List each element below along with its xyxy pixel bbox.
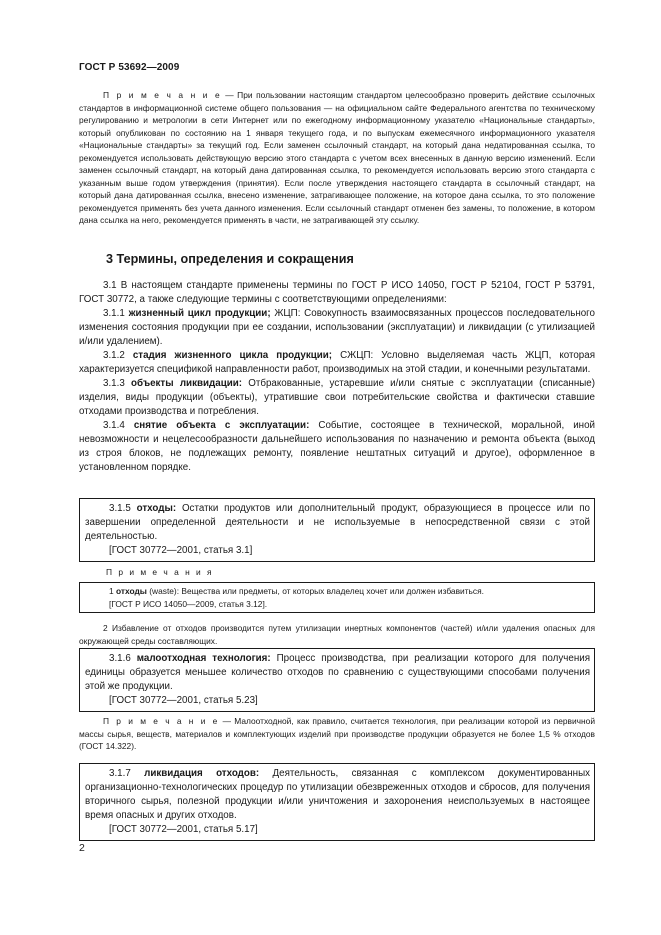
terms-block bbox=[79, 279, 595, 475]
note-source: [ГОСТ Р ИСО 14050—2009, статья 3.12]. bbox=[109, 598, 268, 609]
notes-label: П р и м е ч а н и я bbox=[106, 567, 214, 577]
page-number: 2 bbox=[79, 842, 85, 854]
intro-paragraph: 3.1 В настоящем стандарте применены термины по ГОСТ Р ИСО 14050, ГОСТ Р 52104, ГОСТ Р 53791, ГОСТ 30772, а также следующие термины с соответствующими определениями: bbox=[79, 280, 595, 305]
term-box-waste-liquidation: 3.1.7 ликвидация отходов: Деятельность, связанная с комплексом документированных организационно-технологических процедур по утилизации обезвреженных отходов и сбросов, для получения вторичного сырья, полезной продукции и/или уничтожения и захоронения неиспользуемых в настоящее время опасных и других отходов. [ГОСТ 30772—2001, статья 5.17] bbox=[79, 763, 595, 841]
term-box-low-waste-technology: 3.1.6 малоотходная технология: Процесс производства, при реализации которого для получения единицы образуется меньшее количество отходов по сравнению с существующими способами получения этой же продукции. [ГОСТ 30772—2001, статья 5.23] bbox=[79, 648, 595, 712]
term-3-1-3: 3.1.3 объекты ликвидации: Отбракованные, устаревшие и/или снятые с эксплуатации (списанные) изделия, виды продукции (объекты), утратившие свои потребительские свойства и фактически ставшие отходами производства и потребления. bbox=[79, 378, 596, 417]
term-source: [ГОСТ 30772—2001, статья 3.1] bbox=[109, 545, 253, 556]
term-box-waste: 3.1.5 отходы: Остатки продуктов или дополнительный продукт, образующиеся в процессе или по завершении определенной деятельности и не используемые в непосредственной связи с этой деятельностью. [ГОСТ 30772—2001, статья 3.1] bbox=[79, 498, 595, 562]
note-3: П р и м е ч а н и е — Малоотходной, как правило, считается технология, при реализации которой из первичной массы сырья, веществ, материалов и комплектующих изделий при производстве продукции образуется не более 1,5 % отходов (ГОСТ 14.322). bbox=[79, 716, 595, 751]
term-3-1-1: 3.1.1 жизненный цикл продукции; ЖЦП: Совокупность взаимосвязанных процессов последовательного изменения состояния продукции при ее создании, использовании (эксплуатации) и ликвидации (с утилизацией и/или удалением). bbox=[79, 308, 595, 347]
term-3-1-2: 3.1.2 стадия жизненного цикла продукции; СЖЦП: Условно выделяемая часть ЖЦП, которая характеризуется спецификой направленности работ, производимых на этой стадии, и конечными результатами. bbox=[79, 350, 595, 375]
note-text: — При пользовании настоящим стандартом целесообразно проверить действие ссылочных стандартов в информационной системе общего пользования — на официальном сайте Федерального агентства по техническому регулированию и метрологии в сети Интернет или по ежегодному информационному указателю «Национальные стандарты», который опубликован по состоянию на 1 января текущего года, и по выпускам ежемесячного информационного указателя «Национальные стандарты» за текущий год. Если заменен ссылочный стандарт, на который дана недатированная ссылка, то рекомендуется использовать действующую версию этого стандарта с учетом всех внесенных в данную версию изменений. Если заменен ссылочный стандарт, на который дана датированная ссылка, то рекомендуется использовать версию этого стандарта с указанным выше годом утверждения (принятия). Если после утверждения настоящего стандарта в ссылочный стандарт, на который дана датированная ссылка, внесено изменение, затрагивающее положение, на которое дана ссылка, то это положение рекомендуется применять без учета данного изменения. Если ссылочный стандарт отменен без замены, то положение, в котором дана ссылка на него, рекомендуется применять в части, не затрагивающей эту ссылку. bbox=[79, 90, 595, 225]
document-header: ГОСТ Р 53692—2009 bbox=[79, 62, 180, 73]
note-label: П р и м е ч а н и е bbox=[103, 90, 222, 100]
section-heading: 3 Термины, определения и сокращения bbox=[106, 252, 354, 266]
note-box-waste: 1 отходы (waste): Вещества или предметы, от которых владелец хочет или должен избавиться. [ГОСТ Р ИСО 14050—2009, статья 3.12]. bbox=[79, 582, 595, 613]
term-source: [ГОСТ 30772—2001, статья 5.17] bbox=[109, 824, 258, 835]
term-source: [ГОСТ 30772—2001, статья 5.23] bbox=[109, 695, 258, 706]
term-3-1-4: 3.1.4 снятие объекта с эксплуатации: Событие, состоящее в технической, моральной, иной невозможности и нецелесообразности дальнейшего использования по назначению и ремонта объекта (выход из строя блоков, не подлежащих ремонту, появление нештатных ситуаций и другое), оформленное в установленном порядке. bbox=[79, 420, 596, 473]
top-note bbox=[79, 89, 595, 227]
note-2: 2 Избавление от отходов производится путем утилизации инертных компонентов (частей) и/или удаления опасных для окружающей среды составляющих. bbox=[79, 623, 595, 646]
